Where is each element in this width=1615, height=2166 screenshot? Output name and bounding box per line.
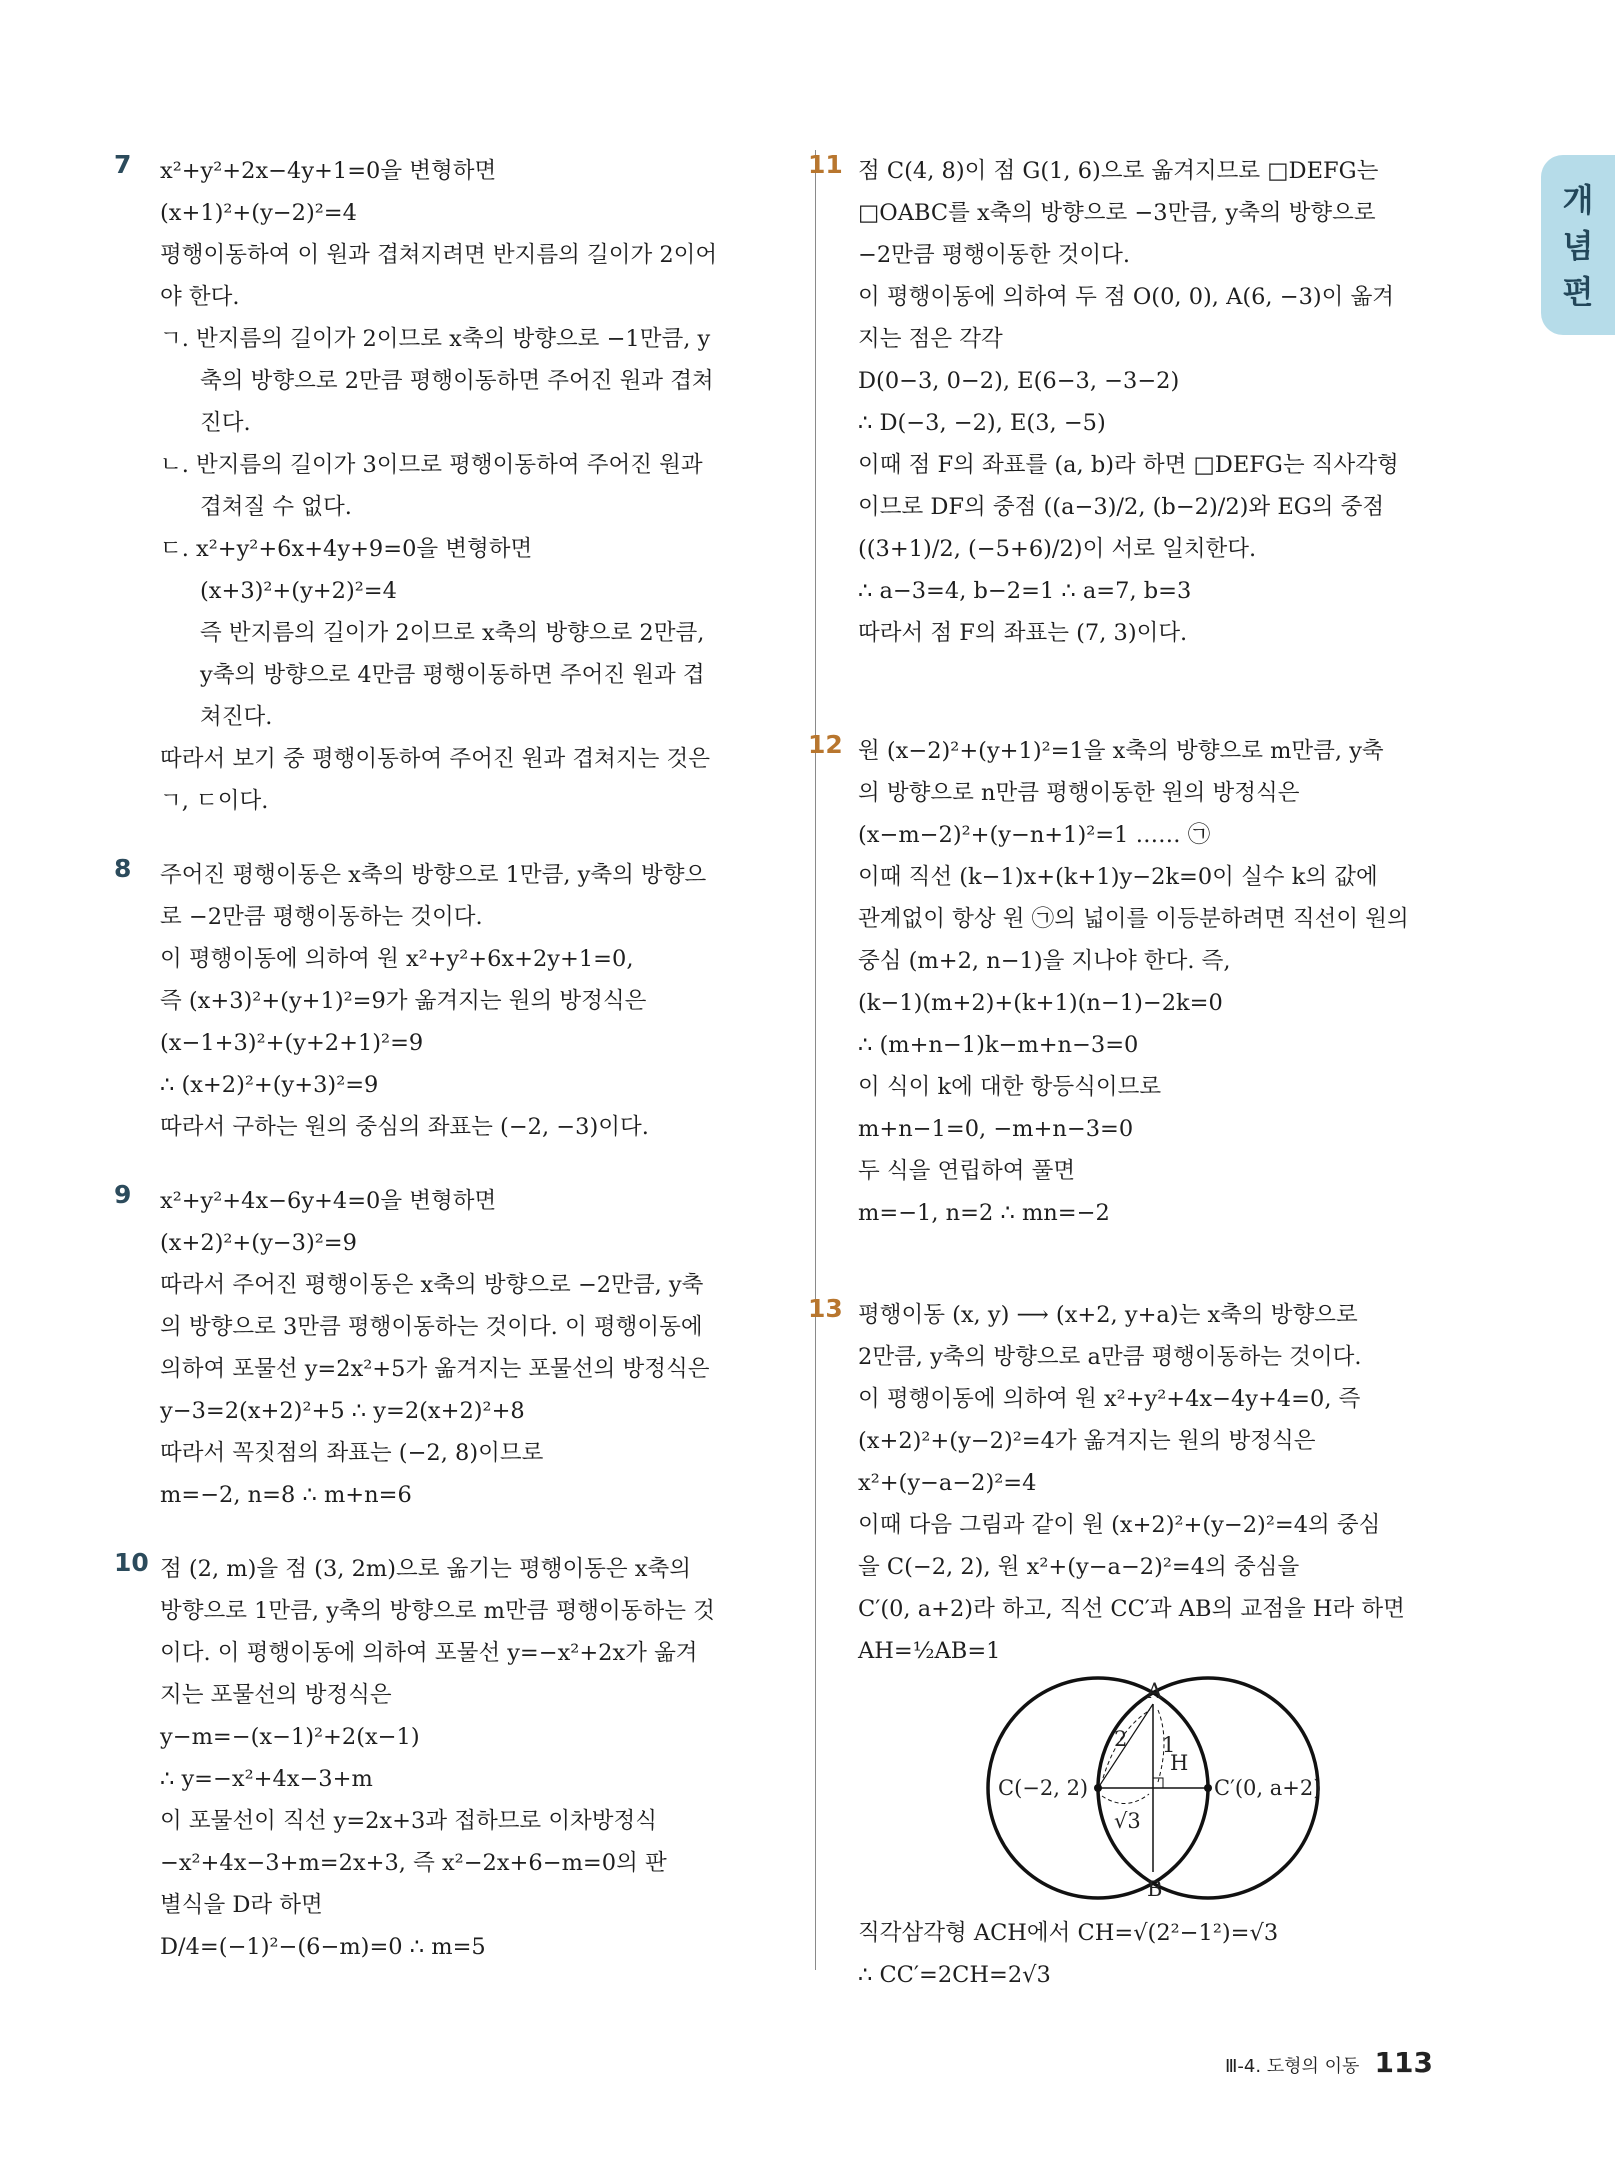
solution-line: 평행이동 (x, y) ⟶ (x+2, y+a)는 x축의 방향으로 <box>858 1302 1358 1328</box>
solution-line: 야 한다. <box>160 284 240 310</box>
label-a: A <box>1147 1679 1163 1703</box>
problem-number: 8 <box>114 854 132 883</box>
solution-line: ∴ (m+n−1)k−m+n−3=0 <box>858 1032 1139 1058</box>
solution-line: m=−2, n=8 ∴ m+n=6 <box>160 1482 412 1508</box>
solution-12 <box>808 730 1478 1234</box>
solution-line: ∴ CC′=2CH=2√3 <box>858 1962 1051 1988</box>
solution-line: □OABC를 x축의 방향으로 −3만큼, y축의 방향으로 <box>858 200 1376 226</box>
solution-line: ∴ a−3=4, b−2=1 ∴ a=7, b=3 <box>858 578 1192 604</box>
solution-line: 평행이동하여 이 원과 겹쳐지려면 반지름의 길이가 2이어 <box>160 242 718 268</box>
label-b: B <box>1147 1877 1163 1901</box>
solution-11 <box>808 150 1478 654</box>
problem-number: 12 <box>808 730 843 759</box>
solution-line: C′(0, a+2)라 하고, 직선 CC′과 AB의 교점을 H라 하면 <box>858 1596 1405 1622</box>
solution-line: D/4=(−1)²−(6−m)=0 ∴ m=5 <box>160 1934 486 1960</box>
solution-line: 지는 점은 각각 <box>858 326 1003 352</box>
point-c <box>1094 1784 1102 1792</box>
solution-line: ∴ D(−3, −2), E(3, −5) <box>858 410 1106 436</box>
solution-line: 따라서 주어진 평행이동은 x축의 방향으로 −2만큼, y축 <box>160 1272 704 1298</box>
label-length-sqrt3: √3 <box>1114 1809 1141 1833</box>
solution-line: 의 방향으로 n만큼 평행이동한 원의 방정식은 <box>858 780 1300 806</box>
solution-line: (x+1)²+(y−2)²=4 <box>160 200 357 226</box>
side-tab-char: 편 <box>1562 273 1594 311</box>
solution-line: 직각삼각형 ACH에서 CH=√(2²−1²)=√3 <box>858 1920 1279 1946</box>
problem-number: 10 <box>114 1548 149 1577</box>
label-c-prime: C′(0, a+2) <box>1214 1776 1322 1800</box>
solution-line: 따라서 구하는 원의 중심의 좌표는 (−2, −3)이다. <box>160 1114 649 1140</box>
page-footer <box>1225 2046 1433 2079</box>
solution-line: x²+y²+4x−6y+4=0을 변형하면 <box>160 1188 497 1214</box>
solution-line: ∴ y=−x²+4x−3+m <box>160 1766 373 1792</box>
label-length-2: 2 <box>1114 1727 1128 1751</box>
solution-line: 따라서 보기 중 평행이동하여 주어진 원과 겹쳐지는 것은 <box>160 746 710 772</box>
solution-line: 두 식을 연립하여 풀면 <box>858 1158 1076 1184</box>
solution-line: 의 방향으로 3만큼 평행이동하는 것이다. 이 평행이동에 <box>160 1314 703 1340</box>
solution-13 <box>808 1294 1478 1672</box>
solution-line: ㄱ. 반지름의 길이가 2이므로 x축의 방향으로 −1만큼, y <box>160 326 711 352</box>
solution-line: 이다. 이 평행이동에 의하여 포물선 y=−x²+2x가 옮겨 <box>160 1640 698 1666</box>
solution-line: 이 포물선이 직선 y=2x+3과 접하므로 이차방정식 <box>160 1808 657 1834</box>
solution-line: ㄱ, ㄷ이다. <box>160 788 269 814</box>
solution-line: (x−m−2)²+(y−n+1)²=1 …… ㉠ <box>858 822 1211 848</box>
solution-line: 을 C(−2, 2), 원 x²+(y−a−2)²=4의 중심을 <box>858 1554 1300 1580</box>
solution-line: 관계없이 항상 원 ㉠의 넓이를 이등분하려면 직선이 원의 <box>858 906 1409 932</box>
solution-line: 이 평행이동에 의하여 두 점 O(0, 0), A(6, −3)이 옮겨 <box>858 284 1395 310</box>
problem-number: 13 <box>808 1294 843 1323</box>
column-divider <box>815 150 816 1970</box>
solution-9 <box>114 1180 780 1516</box>
side-tab-char: 개 <box>1562 181 1594 219</box>
label-h: H <box>1170 1751 1189 1775</box>
solution-line: AH=½AB=1 <box>858 1638 1001 1664</box>
solution-line: 이므로 DF의 중점 ((a−3)/2, (b−2)/2)와 EG의 중점 <box>858 494 1385 520</box>
solution-line: y−3=2(x+2)²+5 ∴ y=2(x+2)²+8 <box>160 1398 525 1424</box>
solution-line: 이 평행이동에 의하여 원 x²+y²+6x+2y+1=0, <box>160 946 634 972</box>
solution-line: 축의 방향으로 2만큼 평행이동하면 주어진 원과 겹쳐 <box>200 368 714 394</box>
solution-line: ∴ (x+2)²+(y+3)²=9 <box>160 1072 379 1098</box>
solution-line: 방향으로 1만큼, y축의 방향으로 m만큼 평행이동하는 것 <box>160 1598 715 1624</box>
solution-line: −2만큼 평행이동한 것이다. <box>858 242 1130 268</box>
side-tab-concept <box>1541 155 1615 335</box>
solution-line: 의하여 포물선 y=2x²+5가 옮겨지는 포물선의 방정식은 <box>160 1356 710 1382</box>
solution-line: 이 식이 k에 대한 항등식이므로 <box>858 1074 1162 1100</box>
solution-line: x²+(y−a−2)²=4 <box>858 1470 1037 1496</box>
solution-line: x²+y²+2x−4y+1=0을 변형하면 <box>160 158 497 184</box>
solution-line: −x²+4x−3+m=2x+3, 즉 x²−2x+6−m=0의 판 <box>160 1850 667 1876</box>
solution-line: 이때 직선 (k−1)x+(k+1)y−2k=0이 실수 k의 값에 <box>858 864 1378 890</box>
solution-line: ((3+1)/2, (−5+6)/2)이 서로 일치한다. <box>858 536 1257 562</box>
solution-line: 따라서 점 F의 좌표는 (7, 3)이다. <box>858 620 1188 646</box>
solution-line: 겹쳐질 수 없다. <box>200 494 352 520</box>
solution-line: 이때 다음 그림과 같이 원 (x+2)²+(y−2)²=4의 중심 <box>858 1512 1381 1538</box>
solution-line: 점 C(4, 8)이 점 G(1, 6)으로 옮겨지므로 □DEFG는 <box>858 158 1379 184</box>
solution-line: m+n−1=0, −m+n−3=0 <box>858 1116 1134 1142</box>
solution-10 <box>114 1548 780 1968</box>
solution-7 <box>114 150 780 822</box>
solution-line: ㄷ. x²+y²+6x+4y+9=0을 변형하면 <box>160 536 533 562</box>
solution-line: 지는 포물선의 방정식은 <box>160 1682 392 1708</box>
solution-line: 별식을 D라 하면 <box>160 1892 323 1918</box>
solution-line: D(0−3, 0−2), E(6−3, −3−2) <box>858 368 1180 394</box>
section-label: Ⅲ-4. 도형의 이동 <box>1224 2056 1360 2077</box>
solution-line: 이때 점 F의 좌표를 (a, b)라 하면 □DEFG는 직사각형 <box>858 452 1399 478</box>
solution-line: (x−1+3)²+(y+2+1)²=9 <box>160 1030 424 1056</box>
solution-line: y축의 방향으로 4만큼 평행이동하면 주어진 원과 겹 <box>200 662 705 688</box>
solution-line: 쳐진다. <box>200 704 273 730</box>
solution-line: (x+2)²+(y−3)²=9 <box>160 1230 357 1256</box>
circle-figure <box>858 1670 1478 1910</box>
solution-line: 따라서 꼭짓점의 좌표는 (−2, 8)이므로 <box>160 1440 544 1466</box>
problem-number: 9 <box>114 1180 132 1209</box>
problem-number: 11 <box>808 150 843 179</box>
solution-line: 2만큼, y축의 방향으로 a만큼 평행이동하는 것이다. <box>858 1344 1362 1370</box>
solution-line: (x+3)²+(y+2)²=4 <box>200 578 397 604</box>
solution-line: 로 −2만큼 평행이동하는 것이다. <box>160 904 483 930</box>
solution-line: (k−1)(m+2)+(k+1)(n−1)−2k=0 <box>858 990 1223 1016</box>
solution-line: 주어진 평행이동은 x축의 방향으로 1만큼, y축의 방향으 <box>160 862 707 888</box>
solution-line: 즉 (x+3)²+(y+1)²=9가 옮겨지는 원의 방정식은 <box>160 988 647 1014</box>
page-number: 113 <box>1374 2046 1433 2079</box>
label-c: C(−2, 2) <box>998 1776 1089 1800</box>
right-angle-mark <box>1153 1778 1163 1788</box>
solution-8 <box>114 854 780 1148</box>
solution-line: y−m=−(x−1)²+2(x−1) <box>160 1724 420 1750</box>
solution-line: 진다. <box>200 410 251 436</box>
brace-sqrt3 <box>1102 1794 1149 1804</box>
label-length-1: 1 <box>1162 1733 1176 1757</box>
solution-13-continued <box>858 1912 1478 1996</box>
solution-line: ㄴ. 반지름의 길이가 3이므로 평행이동하여 주어진 원과 <box>160 452 703 478</box>
solution-line: m=−1, n=2 ∴ mn=−2 <box>858 1200 1110 1226</box>
solution-line: 점 (2, m)을 점 (3, 2m)으로 옮기는 평행이동은 x축의 <box>160 1556 691 1582</box>
solution-line: 즉 반지름의 길이가 2이므로 x축의 방향으로 2만큼, <box>200 620 705 646</box>
solution-line: 이 평행이동에 의하여 원 x²+y²+4x−4y+4=0, 즉 <box>858 1386 1361 1412</box>
two-circles-diagram <box>998 1670 1328 1910</box>
solution-line: 원 (x−2)²+(y+1)²=1을 x축의 방향으로 m만큼, y축 <box>858 738 1384 764</box>
solution-line: 중심 (m+2, n−1)을 지나야 한다. 즉, <box>858 948 1231 974</box>
side-tab-char: 념 <box>1562 227 1594 265</box>
problem-number: 7 <box>114 150 132 179</box>
point-c-prime <box>1204 1784 1212 1792</box>
solution-line: (x+2)²+(y−2)²=4가 옮겨지는 원의 방정식은 <box>858 1428 1316 1454</box>
